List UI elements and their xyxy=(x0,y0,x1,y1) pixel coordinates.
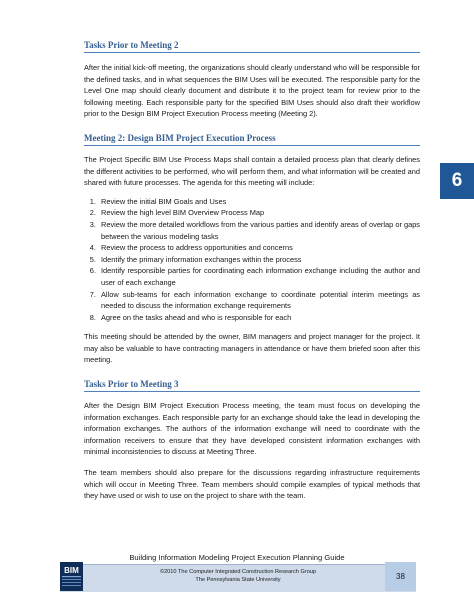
list-item: 5. Identify the primary information exchanges within the process xyxy=(98,254,420,266)
section-paragraph: This meeting should be attended by the owner, BIM managers and project manager for the project. It may also be valuable to have contracting managers in attendance or have them briefed soon after this meeting. xyxy=(84,332,420,365)
list-item: 6. Identify responsible parties for coordinating each information exchange including the author and user of each exchange xyxy=(98,265,420,288)
list-item: 2. Review the high level BIM Overview Process Map xyxy=(98,207,420,219)
logo-text: BIM xyxy=(64,566,79,575)
section-paragraph: The Project Specific BIM Use Process Maps shall contain a detailed process plan that clearly defines the different activities to be performed, who will perform them, and what information will be created and shared with future processes. The agenda for this meeting will include: xyxy=(84,154,420,188)
footer-bar xyxy=(60,564,416,592)
section-paragraph: After the initial kick-off meeting, the organizations should clearly understand who will be responsible for the defined tasks, and in what sequences the BIM Uses will be executed. The responsible party for the Level One map should clearly document and distribute it to the project team for review prior to the following meeting. Each responsible party for the specified BIM Uses should also draft their workflow prior to the Design BIM Project Execution Process meeting (Meeting 2). xyxy=(84,63,420,119)
list-item: 7. Allow sub-teams for each information exchange to coordinate potential interim meetings as needed to discuss the information exchange requirements xyxy=(98,289,420,312)
copyright-line-1: ©2010 The Computer Integrated Construction Research Group xyxy=(159,569,317,575)
copyright-line-2: The Pennsylvania State University xyxy=(195,576,281,583)
page-content xyxy=(84,40,420,502)
section-heading-meeting-2: Meeting 2: Design BIM Project Execution Process xyxy=(84,133,420,146)
list-item: 8. Agree on the tasks ahead and who is responsible for each xyxy=(98,312,420,324)
section-paragraph: The team members should also prepare for the discussions regarding infrastructure requirements which will occur in Meeting Three. Team members should compile examples of typical methods that they have used or wish to use on the project to share with the team. xyxy=(84,468,420,501)
section-heading-tasks-prior-meeting-2: Tasks Prior to Meeting 2 xyxy=(84,40,420,53)
section-heading-tasks-prior-meeting-3: Tasks Prior to Meeting 3 xyxy=(84,379,420,392)
list-item: 1. Review the initial BIM Goals and Uses xyxy=(98,196,420,208)
list-item: 3. Review the more detailed workflows from the various parties and identify areas of overlap or gaps between the various modeling tasks xyxy=(98,219,420,242)
copyright-text xyxy=(60,569,416,584)
bim-logo-icon xyxy=(60,562,83,591)
agenda-list xyxy=(84,196,420,324)
footer-title: Building Information Modeling Project Execution Planning Guide xyxy=(129,553,345,562)
chapter-tab: 6 xyxy=(440,163,474,199)
section-paragraph: After the Design BIM Project Execution Process meeting, the team must focus on developing the information exchanges. Each responsible party for an exchange should take the lead in developing the information exchanges. The authors of the information exchange will need to coordinate with the information receivers to ensure that they have developed consistent information exchanges with minimal inconsistencies to discuss at Meeting Three. xyxy=(84,401,420,457)
list-item: 4. Review the process to address opportunities and concerns xyxy=(98,242,420,254)
page-number: 38 xyxy=(385,562,416,591)
